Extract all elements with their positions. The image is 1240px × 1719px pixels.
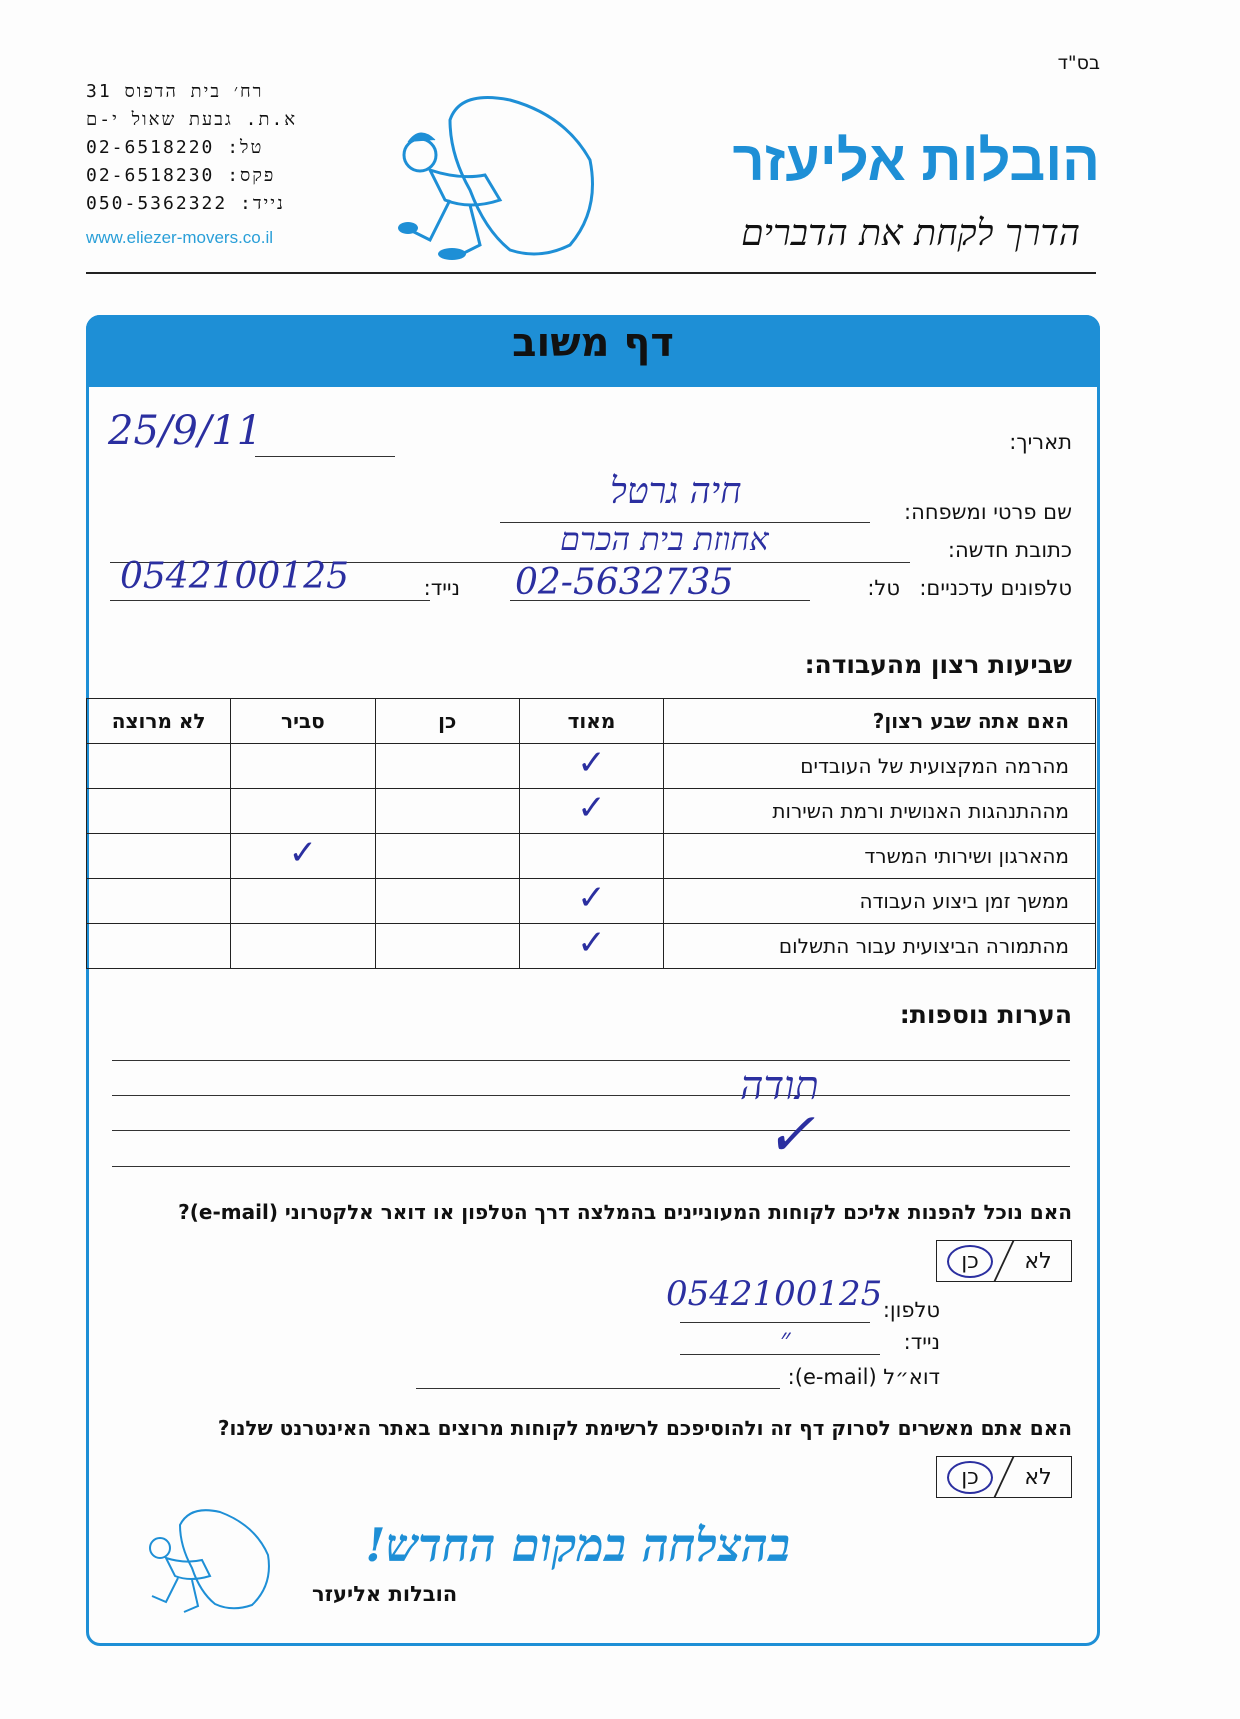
col-yes: כן (375, 699, 519, 744)
col-question: האם אתה שבע רצון? (664, 699, 1096, 744)
cell-reasonable[interactable] (231, 924, 375, 969)
publish-yes-no (936, 1456, 1072, 1498)
phones-label: טלפונים עדכניים: (919, 576, 1072, 600)
header-divider (86, 272, 1096, 274)
no-option[interactable]: לא (1024, 1464, 1052, 1490)
table-row (87, 834, 1096, 879)
phone-line (680, 1322, 870, 1323)
closing-signature: הובלות אליעזר (312, 1582, 458, 1606)
cell-yes[interactable] (375, 879, 519, 924)
check-mark: ✓ (288, 833, 318, 873)
row-question: מההתנהגות האנושית ורמת השירות (664, 789, 1096, 834)
cell-reasonable[interactable] (231, 834, 375, 879)
check-mark: ✓ (577, 878, 606, 918)
contact-line: פקס: 02-6518230 (86, 165, 276, 186)
name-value: חיה גרטל (610, 471, 742, 512)
contact-yes-no (936, 1240, 1072, 1282)
brand-slogan: הדרך לקחת את הדברים (741, 213, 1080, 254)
cell-reasonable[interactable] (231, 879, 375, 924)
mover-mascot-icon (390, 80, 610, 270)
date-line (255, 456, 395, 457)
contact-block (86, 78, 326, 252)
cell-very[interactable] (519, 879, 663, 924)
brand-name: הובלות אליעזר (732, 129, 1100, 192)
tel-value: 02-5632735 (515, 562, 734, 603)
row-question: ממשך זמן ביצוע העבודה (664, 879, 1096, 924)
form-title: דף משוב (512, 320, 674, 366)
website-link[interactable]: www.eliezer-movers.co.il (86, 228, 274, 247)
contact-line: א.ת. גבעת שאול י-ם (86, 109, 298, 130)
yes-circled: כן (947, 1461, 993, 1494)
mobile-line (110, 600, 430, 601)
no-option[interactable]: לא (1024, 1248, 1052, 1274)
tel-label: טל: (867, 576, 900, 600)
notes-line (112, 1166, 1070, 1167)
notes-line (112, 1060, 1070, 1061)
check-mark: ✓ (577, 743, 606, 783)
notes-check-mark: ✓ (765, 1100, 816, 1170)
cell-very[interactable] (519, 789, 663, 834)
table-row (87, 789, 1096, 834)
cell-reasonable[interactable] (231, 789, 375, 834)
mover-mascot-small-icon (140, 1500, 280, 1620)
contact-question: האם נוכל להפנות אליכם לקוחות המעוניינים בהמלצה דרך הטלפון או דואר אלקטרוני (e-mail)? (178, 1200, 1072, 1224)
address-value: אחוזת בית הכרם (560, 520, 769, 558)
mobile-value-2: ״ (780, 1322, 791, 1355)
date-label: תאריך: (1009, 430, 1072, 454)
bsd-mark: בס"ד (1057, 52, 1100, 74)
date-value: 25/9/11 (108, 408, 263, 454)
row-question: מהארגון ושירותי המשרד (664, 834, 1096, 879)
table-row (87, 924, 1096, 969)
cell-not-satisfied[interactable] (87, 789, 231, 834)
table-row (87, 744, 1096, 789)
yes-option[interactable] (937, 1241, 1003, 1281)
contact-line: רח׳ בית הדפוס 31 (86, 81, 264, 102)
cell-not-satisfied[interactable] (87, 924, 231, 969)
name-label: שם פרטי ומשפחה: (904, 500, 1072, 524)
notes-handwritten: תודה (740, 1063, 819, 1109)
cell-not-satisfied[interactable] (87, 834, 231, 879)
notes-title: הערות נוספות: (899, 1000, 1072, 1029)
check-mark: ✓ (577, 788, 606, 828)
notes-line (112, 1130, 1070, 1131)
satisfaction-title: שביעות רצון מהעבודה: (804, 650, 1072, 679)
cell-very[interactable] (519, 834, 663, 879)
cell-very[interactable] (519, 924, 663, 969)
address-label: כתובת חדשה: (947, 538, 1072, 562)
col-very: מאוד (519, 699, 663, 744)
mobile-label: נייד: (423, 576, 460, 600)
cell-not-satisfied[interactable] (87, 744, 231, 789)
yes-option[interactable] (937, 1457, 1003, 1497)
cell-reasonable[interactable] (231, 744, 375, 789)
cell-yes[interactable] (375, 744, 519, 789)
phone-label: טלפון: (882, 1298, 940, 1322)
row-question: מהרמה המקצועית של העובדים (664, 744, 1096, 789)
mobile-value: 0542100125 (120, 556, 350, 597)
table-row (87, 879, 1096, 924)
email-label: דוא״ל (e-mail): (787, 1365, 940, 1389)
mobile-label-2: נייד: (903, 1330, 940, 1354)
satisfaction-table (86, 698, 1096, 969)
row-question: מהתמורה הביצועית עבור התשלום (664, 924, 1096, 969)
cell-yes[interactable] (375, 789, 519, 834)
cell-yes[interactable] (375, 924, 519, 969)
col-reasonable: סביר (231, 699, 375, 744)
closing-wish: בהצלחה במקום החדש! (365, 1518, 790, 1572)
col-not-satisfied: לא מרוצה (87, 699, 231, 744)
phone-value: 0542100125 (666, 1274, 883, 1314)
notes-line (112, 1095, 1070, 1096)
yes-circled: כן (947, 1245, 993, 1278)
table-header-row (87, 699, 1096, 744)
check-mark: ✓ (577, 923, 606, 963)
contact-line: טל: 02-6518220 (86, 137, 264, 158)
cell-yes[interactable] (375, 834, 519, 879)
cell-not-satisfied[interactable] (87, 879, 231, 924)
email-line (416, 1388, 780, 1389)
cell-very[interactable] (519, 744, 663, 789)
publish-question: האם אתם מאשרים לסרוק דף זה ולהוסיפכם לרשימת לקוחות מרוצים באתר האינטרנט שלנו? (217, 1416, 1072, 1440)
contact-line: נייד: 050-5362322 (86, 193, 285, 214)
